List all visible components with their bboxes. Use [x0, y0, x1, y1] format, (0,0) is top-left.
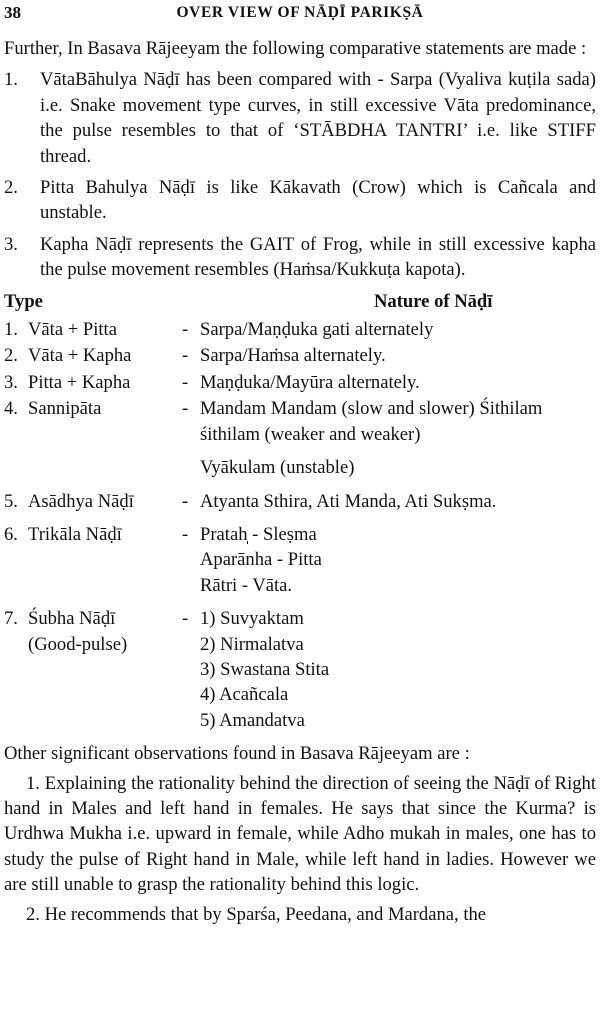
row-number: 1. [4, 319, 18, 341]
nature-line: Aparānha - Pitta [200, 549, 322, 571]
item-number: 3. [4, 233, 18, 255]
table-row-6 [4, 522, 596, 598]
item-number: 2. [4, 177, 18, 199]
row-type: Vāta + Kapha [28, 345, 132, 367]
row-dash: - [182, 398, 189, 420]
row-type: Vāta + Pitta [28, 319, 117, 341]
table-header [4, 289, 596, 314]
row-type [28, 606, 176, 733]
table-row-1 [4, 317, 596, 342]
numbered-item-2 [4, 175, 596, 226]
row-nature [200, 606, 596, 733]
nature-line: Mandam Mandam (slow and slower) Śithilam [200, 398, 543, 420]
row-number: 5. [4, 490, 18, 512]
observation-paragraph-2: 2. He recommends that by Sparśa, Peedana, and Mardana, the [26, 903, 487, 925]
row-nature [200, 317, 596, 342]
row-type: Sannipāta [28, 398, 102, 420]
table-row-4 [4, 396, 596, 480]
row-dash: - [182, 608, 189, 630]
table-row-3 [4, 370, 596, 395]
nature-line: Sarpa/Maṇḍuka gati alternately [200, 319, 434, 341]
row-type: Asādhya Nāḍī [28, 490, 134, 512]
numbered-item-3 [4, 232, 596, 283]
nature-line: 3) Swastana Stita [200, 658, 330, 680]
row-number: 3. [4, 371, 18, 393]
nature-line: Rātri - Vāta. [200, 574, 293, 596]
row-number: 6. [4, 523, 18, 545]
row-dash: - [182, 490, 189, 512]
row-dash: - [182, 523, 189, 545]
row-dash: - [182, 319, 189, 341]
nature-line: Sarpa/Haṁsa alternately. [200, 345, 386, 367]
observation-paragraph-1: 1. Explaining the rationality behind the direction of seeing the Nāḍī of Right hand in Males and left hand in females. He says that since the Kurma? is Urdhwa Mukha i.e. upward in female, while Adho mukah in males, one has to study the pulse of Right hand in Male, while left hand in ladies. However we are still unable to grasp the rationality behind this logic. [4, 772, 596, 896]
row-type-line: Śubha Nāḍī [28, 608, 116, 630]
row-number: 4. [4, 398, 18, 420]
nature-line: 5) Amandatva [200, 709, 305, 731]
intro-paragraph: Further, In Basava Rājeeyam the following comparative statements are made : [4, 38, 587, 59]
nature-line: Maṇḍuka/Mayūra alternately. [200, 371, 420, 393]
item-number: 1. [4, 69, 18, 91]
item-text: Pitta Bahulya Nāḍī is like Kākavath (Crow) which is Cañcala and unstable. [40, 177, 596, 224]
row-number: 7. [4, 608, 18, 630]
numbered-item-1 [4, 67, 596, 169]
item-text: Kapha Nāḍī represents the GAIT of Frog, while in still excessive kapha the pulse movement resembles (Haṁsa/Kukkuṭa kapota). [40, 233, 596, 281]
nature-line: 4) Acañcala [200, 684, 289, 706]
row-type: Trikāla Nāḍī [28, 523, 122, 545]
row-nature [200, 396, 596, 480]
row-nature [200, 522, 596, 598]
nature-line: Vyākulam (unstable) [200, 457, 355, 479]
nature-line: Pratah̩ - Sleṣma [200, 523, 317, 545]
nature-line: 1) Suvyaktam [200, 608, 304, 630]
nature-line: 2) Nirmalatva [200, 633, 304, 655]
header-type: Type [4, 290, 43, 312]
other-observations-intro: Other significant observations found in Basava Rājeeyam are : [4, 743, 470, 765]
row-type: Pitta + Kapha [28, 371, 131, 393]
item-text: VātaBāhulya Nāḍī has been compared with - Sarpa (Vyaliva kuṭila sada) i.e. Snake movement type curves, in still excessive Vāta predominance, the pulse resembles to that of ‘STĀBDHA TANTRI’ i.e. like STIFF thread. [40, 69, 596, 167]
page-body [4, 36, 596, 927]
row-nature [200, 370, 596, 395]
page-number: 38 [4, 3, 21, 22]
table-row-7 [4, 606, 596, 733]
row-number: 2. [4, 345, 18, 367]
row-dash: - [182, 345, 189, 367]
row-nature [200, 489, 596, 514]
nature-line: Atyanta Sthira, Ati Manda, Ati Sukṣma. [200, 490, 497, 512]
row-dash: - [182, 371, 189, 393]
table-row-5 [4, 489, 596, 514]
header-nature: Nature of Nāḍī [374, 290, 493, 312]
row-type-subtitle: (Good-pulse) [28, 633, 128, 655]
running-title: OVER VIEW OF NĀḌĪ PARIKṢĀ [176, 4, 424, 21]
page-header [4, 3, 596, 29]
table-row-2 [4, 343, 596, 368]
nature-line: śithilam (weaker and weaker) [200, 423, 421, 445]
row-nature [200, 343, 596, 368]
